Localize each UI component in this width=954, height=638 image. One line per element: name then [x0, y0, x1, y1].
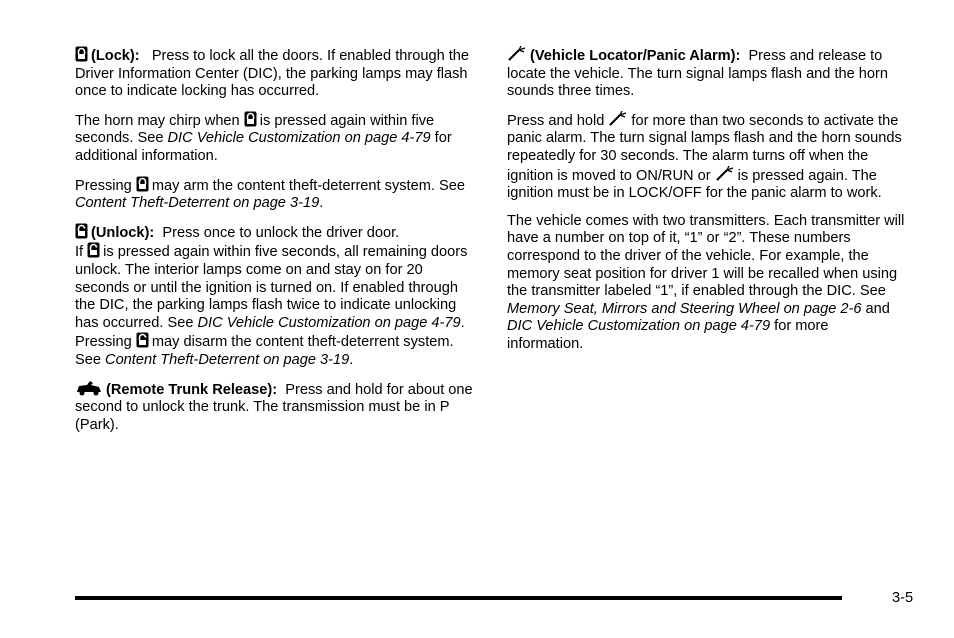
transmitter-text: The vehicle comes with two transmitters. Each transmitter will have a number on top of it, “1” or “2”. These numbers correspond to the driver of the vehicle. For example, the memory seat position for driver 1 will be recalled when using the transmitter labeled “1”, if enabled through the DIC. See	[507, 212, 905, 300]
unlock-text: .	[349, 351, 354, 368]
hold-paragraph	[507, 111, 907, 203]
transmitter-text: and	[865, 300, 890, 317]
trunk-paragraph	[75, 380, 477, 435]
page-number: 3-5	[892, 590, 914, 606]
unlock-text: If	[75, 244, 84, 261]
unlock-text: . Pressing	[75, 314, 465, 351]
unlock-title: (Unlock):	[91, 224, 155, 241]
lock-icon	[244, 111, 257, 127]
panic-alarm-icon	[507, 46, 527, 62]
lock-icon	[75, 46, 88, 62]
right-column	[507, 46, 907, 364]
pressing-paragraph	[75, 176, 477, 213]
dic-link[interactable]: DIC Vehicle Customization on page 4-79	[197, 314, 461, 331]
memory-seat-link[interactable]: Memory Seat, Mirrors and Steering Wheel on page 2-6	[507, 300, 862, 317]
horn-paragraph	[75, 111, 477, 166]
theft-deterrent-link[interactable]: Content Theft-Deterrent on page 3-19	[105, 351, 350, 368]
hold-text: Press and hold	[507, 112, 605, 129]
dic-link[interactable]: DIC Vehicle Customization on page 4-79	[507, 318, 771, 335]
footer-rule	[75, 596, 842, 600]
transmitter-text: for more information.	[507, 318, 829, 352]
lock-paragraph	[75, 46, 477, 101]
unlock-text: is pressed again within five seconds, all remaining doors unlock. The interior lamps come on and stay on for 20 seconds or until the ignition is turned on. If enabled through the DIC, the parking lamps flash twice to indicate unlocking has occurred. See	[75, 244, 468, 331]
transmitter-paragraph	[507, 213, 907, 354]
panic-body: Press and release to locate the vehicle. The turn signal lamps flash and the horn sounds three times.	[507, 48, 889, 100]
lock-icon	[136, 176, 149, 192]
theft-deterrent-link[interactable]: Content Theft-Deterrent on page 3-19	[75, 195, 320, 212]
left-column	[75, 46, 477, 444]
trunk-title: (Remote Trunk Release):	[106, 381, 278, 398]
trunk-body: Press and hold for about one second to unlock the trunk. The transmission must be in P (Park).	[75, 381, 473, 433]
horn-text: for additional information.	[75, 130, 452, 164]
horn-text: The horn may chirp when	[75, 112, 240, 129]
unlock-icon	[87, 242, 100, 258]
unlock-text: may disarm the content theft-deterrent system. See	[75, 334, 454, 368]
horn-text: is pressed again within five seconds. See	[75, 112, 435, 147]
hold-text: for more than two seconds to activate the panic alarm. The turn signal lamps flash and the horn sounds repeatedly for 30 seconds. The alarm turns off when the ignition is moved to ON/RUN or	[507, 112, 902, 184]
unlock-icon	[136, 332, 149, 348]
panic-alarm-icon	[715, 166, 735, 182]
panic-title: (Vehicle Locator/Panic Alarm):	[530, 48, 741, 64]
unlock-paragraph	[75, 223, 477, 370]
trunk-release-icon	[75, 380, 103, 396]
lock-body: Press to lock all the doors. If enabled through the Driver Information Center (DIC), the parking lamps may flash once to indicate locking has occurred.	[75, 48, 470, 100]
dic-link[interactable]: DIC Vehicle Customization on page 4-79	[167, 130, 431, 147]
pressing-text: .	[319, 195, 324, 212]
panic-paragraph	[507, 46, 907, 101]
pressing-text: may arm the content theft-deterrent system. See	[151, 177, 465, 194]
unlock-icon	[75, 223, 88, 239]
unlock-body: Press once to unlock the driver door.	[162, 224, 400, 241]
panic-alarm-icon	[608, 111, 628, 127]
hold-text: is pressed again. The ignition must be in LOCK/OFF for the panic alarm to work.	[507, 167, 882, 202]
pressing-text: Pressing	[75, 177, 132, 194]
lock-title: (Lock):	[91, 48, 140, 64]
